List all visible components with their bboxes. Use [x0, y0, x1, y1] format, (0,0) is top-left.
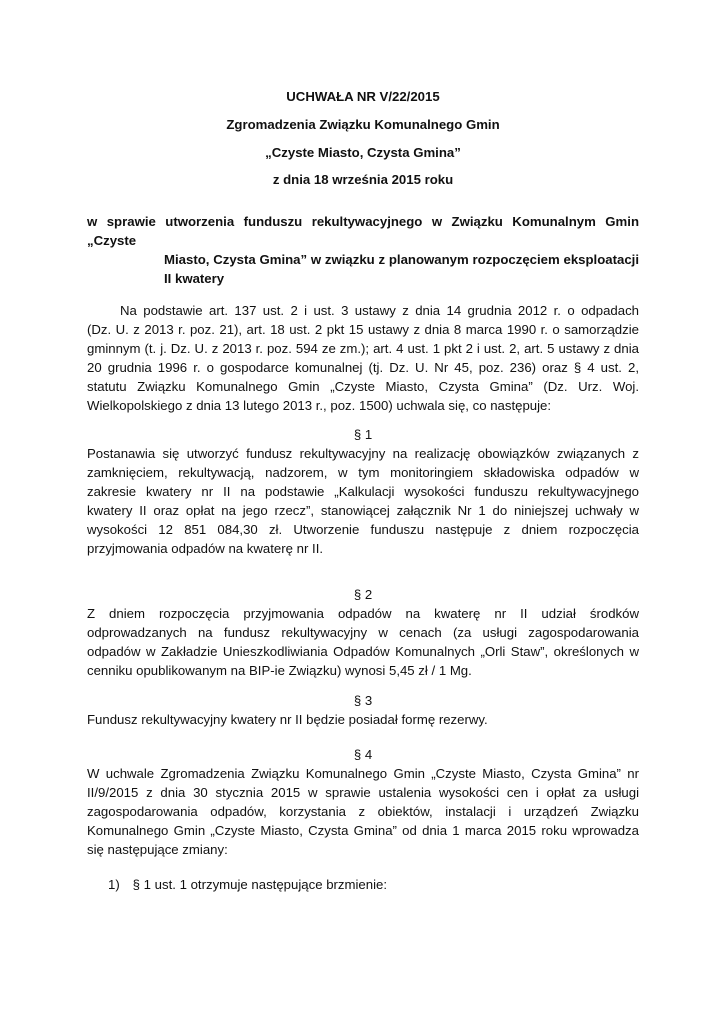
- issuer-name: Zgromadzenia Związku Komunalnego Gmin: [226, 117, 500, 132]
- section-4-mark: § 4: [353, 747, 373, 762]
- section-1-mark: § 1: [353, 427, 373, 442]
- resolution-subject: [87, 212, 639, 288]
- section-line: kwatery II oraz opłat na jego rzecz”, stanowiącej załącznik Nr 1 do niniejszej uchwały w: [87, 503, 639, 518]
- section-line: odpadów w Zakładzie Unieszkodliwiania Odpadów Komunalnych „Orli Staw”, określonych w: [87, 644, 639, 659]
- section-line: odprowadzanych na fundusz rekultywacyjny w cenach (za usługi zagospodarowania: [87, 625, 639, 640]
- section-line: zakresie kwatery nr II na podstawie „Kalkulacji wysokości funduszu rekultywacyjnego: [87, 484, 639, 499]
- section-line: cenniku opublikowanym na BIP-ie Związku) wynosi 5,45 zł / 1 Mg.: [87, 663, 472, 678]
- section-2-body: [87, 604, 639, 680]
- section-line: Fundusz rekultywacyjny kwatery nr II będzie posiadał formę rezerwy.: [87, 712, 488, 727]
- section-line: Postanawia się utworzyć fundusz rekultywacyjny na realizację obowiązków związanych z: [87, 446, 639, 461]
- section-1-body: [87, 444, 639, 558]
- list-number: 1): [108, 877, 120, 892]
- list-text: § 1 ust. 1 otrzymuje następujące brzmienie:: [132, 877, 388, 892]
- preamble-line: (Dz. U. z 2013 r. poz. 21), art. 18 ust. 2 pkt 15 ustawy z dnia 8 marca 1990 r. o samorządzie: [87, 322, 639, 337]
- section-3-mark: § 3: [353, 693, 373, 708]
- preamble-line: Wielkopolskiego z dnia 13 lutego 2013 r., poz. 1500) uchwala się, co następuje:: [87, 398, 552, 413]
- preamble-line: statutu Związku Komunalnego Gmin „Czyste Miasto, Czysta Gmina” (Dz. Urz. Woj.: [87, 379, 639, 394]
- preamble: [87, 301, 639, 415]
- section-line: W uchwale Zgromadzenia Związku Komunalnego Gmin „Czyste Miasto, Czysta Gmina” nr: [87, 766, 639, 781]
- resolution-title: UCHWAŁA NR V/22/2015: [286, 89, 440, 104]
- section-line: przyjmowania odpadów na kwaterę nr II.: [87, 541, 324, 556]
- resolution-date: z dnia 18 września 2015 roku: [272, 172, 454, 187]
- section-2-mark: § 2: [353, 587, 373, 602]
- preamble-line: Na podstawie art. 137 ust. 2 i ust. 3 ustawy z dnia 14 grudnia 2012 r. o odpadach: [120, 303, 639, 318]
- section-line: Komunalnego Gmin „Czyste Miasto, Czysta Gmina” od dnia 1 marca 2015 roku wprowadza: [87, 823, 639, 838]
- subject-line: Miasto, Czysta Gmina” w związku z planowanym rozpoczęciem eksploatacji: [164, 252, 639, 267]
- preamble-line: gminnym (t. j. Dz. U. z 2013 r. poz. 594 ze zm.); art. 4 ust. 1 pkt 2 i ust. 2, art. 5 ustawy z dnia: [87, 341, 639, 356]
- section-line: Z dniem rozpoczęcia przyjmowania odpadów na kwaterę nr II udział środków: [87, 606, 639, 621]
- section-line: zamknięciem, rekultywacją, nadzorem, w tym monitoringiem składowiska odpadów w: [87, 465, 639, 480]
- section-line: wysokości 12 851 084,30 zł. Utworzenie funduszu następuje z dniem rozpoczęcia: [87, 522, 639, 537]
- subject-line: w sprawie utworzenia funduszu rekultywacyjnego w Związku Komunalnym Gmin „Czyste: [87, 214, 639, 248]
- union-name: „Czyste Miasto, Czysta Gmina”: [265, 145, 461, 160]
- subject-line: II kwatery: [164, 271, 225, 286]
- preamble-line: 20 grudnia 1996 r. o gospodarce komunalnej (tj. Dz. U. Nr 45, poz. 236) oraz § 4 ust. 2,: [87, 360, 639, 375]
- section-line: II/9/2015 z dnia 30 stycznia 2015 w sprawie ustalenia wysokości cen i opłat za usługi: [87, 785, 639, 800]
- section-line: zagospodarowania odpadów, korzystania z obiektów, instalacji i urządzeń Związku: [87, 804, 639, 819]
- section-line: się następujące zmiany:: [87, 842, 228, 857]
- amendment-list-item: [108, 875, 387, 894]
- subject-continuation: [164, 250, 639, 288]
- section-4-body: [87, 764, 639, 859]
- section-3-body: [87, 710, 639, 729]
